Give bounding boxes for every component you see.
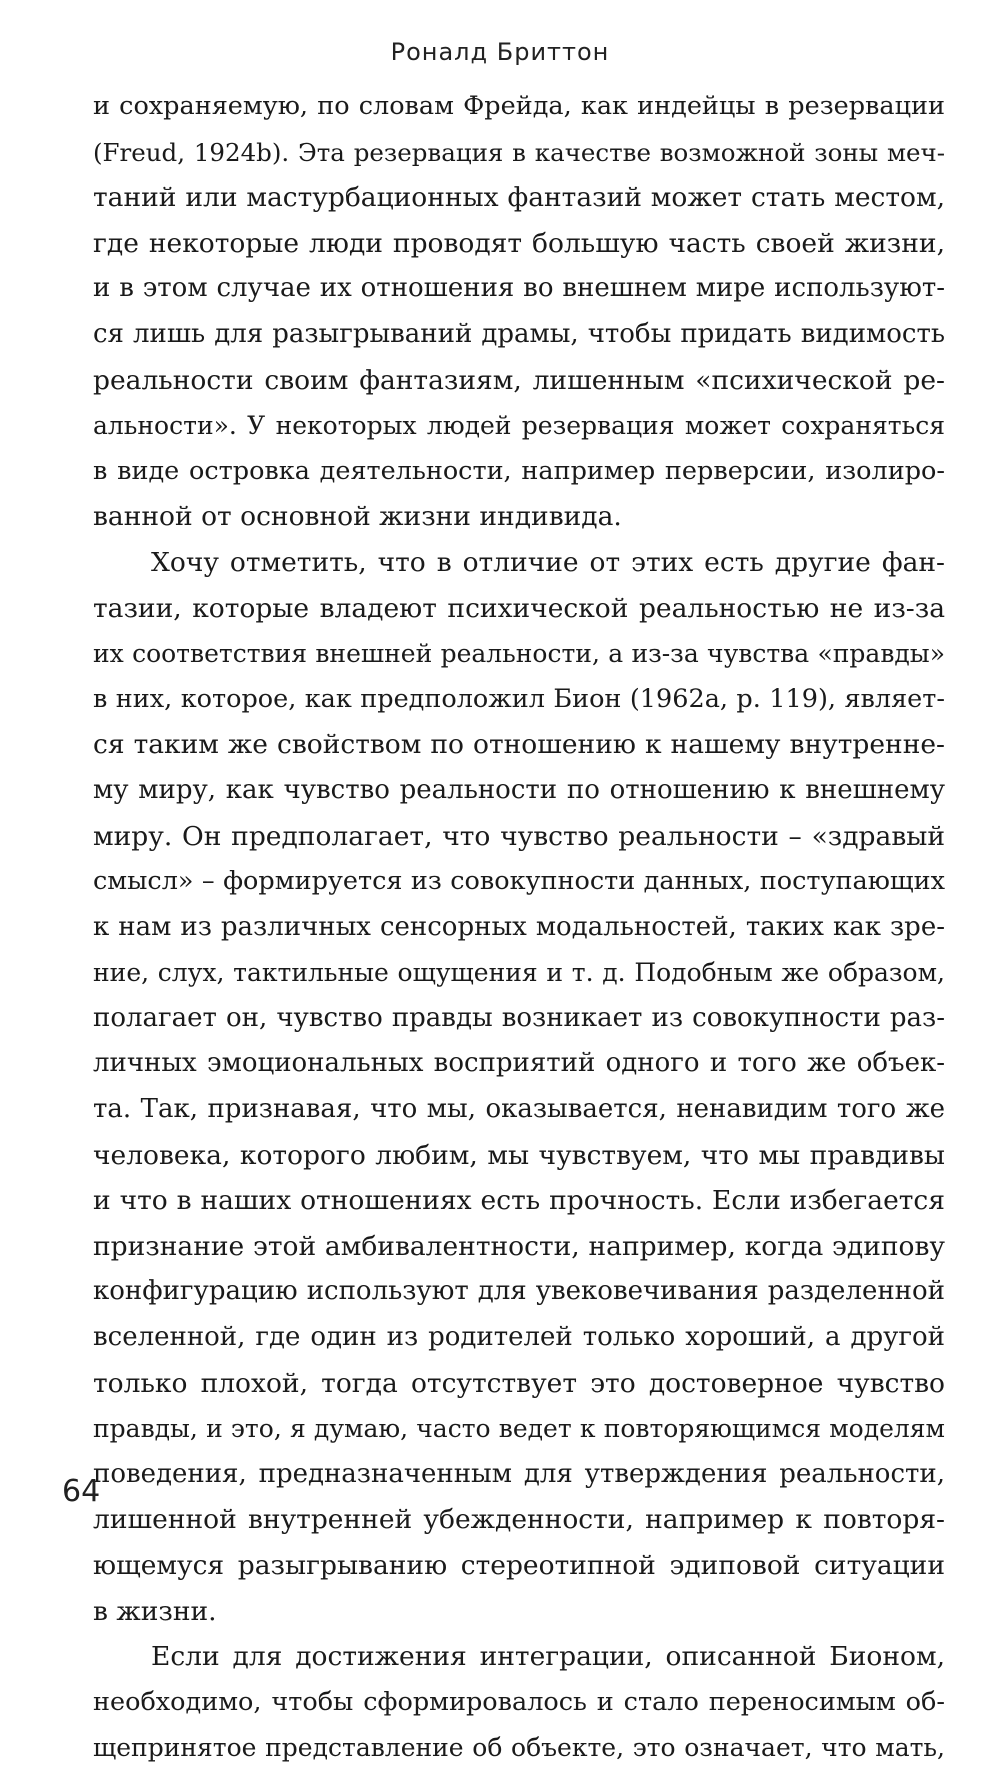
text-line: и в этом случае их отношения во внешнем мире используют- <box>93 273 945 304</box>
paragraph-3 <box>93 1634 945 1771</box>
text-line: только плохой, тогда отсутствует это достоверное чувство <box>93 1367 945 1399</box>
text-line: их соответствия внешней реальности, а из-за чувства «правды» <box>93 639 945 669</box>
text-line: ся таким же свойством по отношению к нашему внутренне- <box>93 729 945 761</box>
text-line: в них, которое, как предположил Бион (1962a, p. 119), являет- <box>93 683 945 714</box>
text-line: ся лишь для разыгрываний драмы, чтобы придать видимость <box>93 318 945 349</box>
text-line: тазии, которые владеют психической реальностью не из-за <box>93 592 945 624</box>
text-line: Если для достижения интеграции, описанной Бионом, <box>151 1641 945 1673</box>
text-line: вселенной, где один из родителей только хороший, а другой <box>93 1322 945 1353</box>
text-line: (Freud, 1924b). Эта резервация в качестве возможной зоны меч- <box>93 137 945 167</box>
text-line: человека, которого любим, мы чувствуем, что мы правдивы <box>93 1139 945 1171</box>
text-line: конфигурацию используют для увековечивания разделенной <box>93 1276 945 1307</box>
text-line: та. Так, признавая, что мы, оказывается, ненавидим того же <box>93 1094 945 1125</box>
text-line: поведения, предназначенным для утверждения реальности, <box>93 1458 945 1489</box>
text-line: му миру, как чувство реальности по отношению к внешнему <box>93 774 945 805</box>
text-line: необходимо, чтобы сформировалось и стало переносимым об- <box>93 1686 945 1717</box>
text-line: смысл» – формируется из совокупности данных, поступающих <box>93 866 945 897</box>
text-line: ванной от основной жизни индивида. <box>93 501 622 533</box>
text-line: и что в наших отношениях есть прочность. Если избегается <box>93 1185 945 1217</box>
text-line: таний или мастурбационных фантазий может стать местом, <box>93 182 945 214</box>
paragraph-1 <box>93 84 945 540</box>
text-line: в виде островка деятельности, например перверсии, изолиро- <box>93 455 945 486</box>
text-line: личных эмоциональных восприятий одного и того же объек- <box>93 1048 945 1079</box>
text-line: ние, слух, тактильные ощущения и т. д. Подобным же образом, <box>93 958 945 988</box>
text-line: альности». У некоторых людей резервация может сохраняться <box>93 411 945 441</box>
text-line: правды, и это, я думаю, часто ведет к повторяющимся моделям <box>93 1414 945 1444</box>
page-number: 64 <box>62 1474 101 1509</box>
text-line: реальности своим фантазиям, лишенным «психической ре- <box>93 364 945 396</box>
running-head: Роналд Бриттон <box>390 38 610 66</box>
text-line: признание этой амбивалентности, например, когда эдипову <box>93 1230 945 1262</box>
text-line: в жизни. <box>93 1595 217 1627</box>
text-line: ющемуся разыгрыванию стереотипной эдиповой ситуации <box>93 1550 945 1581</box>
paragraph-2 <box>93 540 945 1634</box>
text-line: лишенной внутренней убежденности, например к повторя- <box>93 1504 945 1536</box>
text-line: к нам из различных сенсорных модальностей, таких как зре- <box>93 911 945 942</box>
text-line: и сохраняемую, по словам Фрейда, как индейцы в резервации <box>93 91 945 121</box>
text-line: Хочу отметить, что в отличие от этих есть другие фан- <box>151 546 945 578</box>
text-line: миру. Он предполагает, что чувство реальности – «здравый <box>93 820 945 852</box>
text-line: полагает он, чувство правды возникает из совокупности раз- <box>93 1002 945 1033</box>
text-line: щепринятое представление об объекте, это означает, что мать, <box>93 1733 945 1763</box>
body-text <box>93 84 945 1771</box>
text-line: где некоторые люди проводят большую часть своей жизни, <box>93 227 945 259</box>
